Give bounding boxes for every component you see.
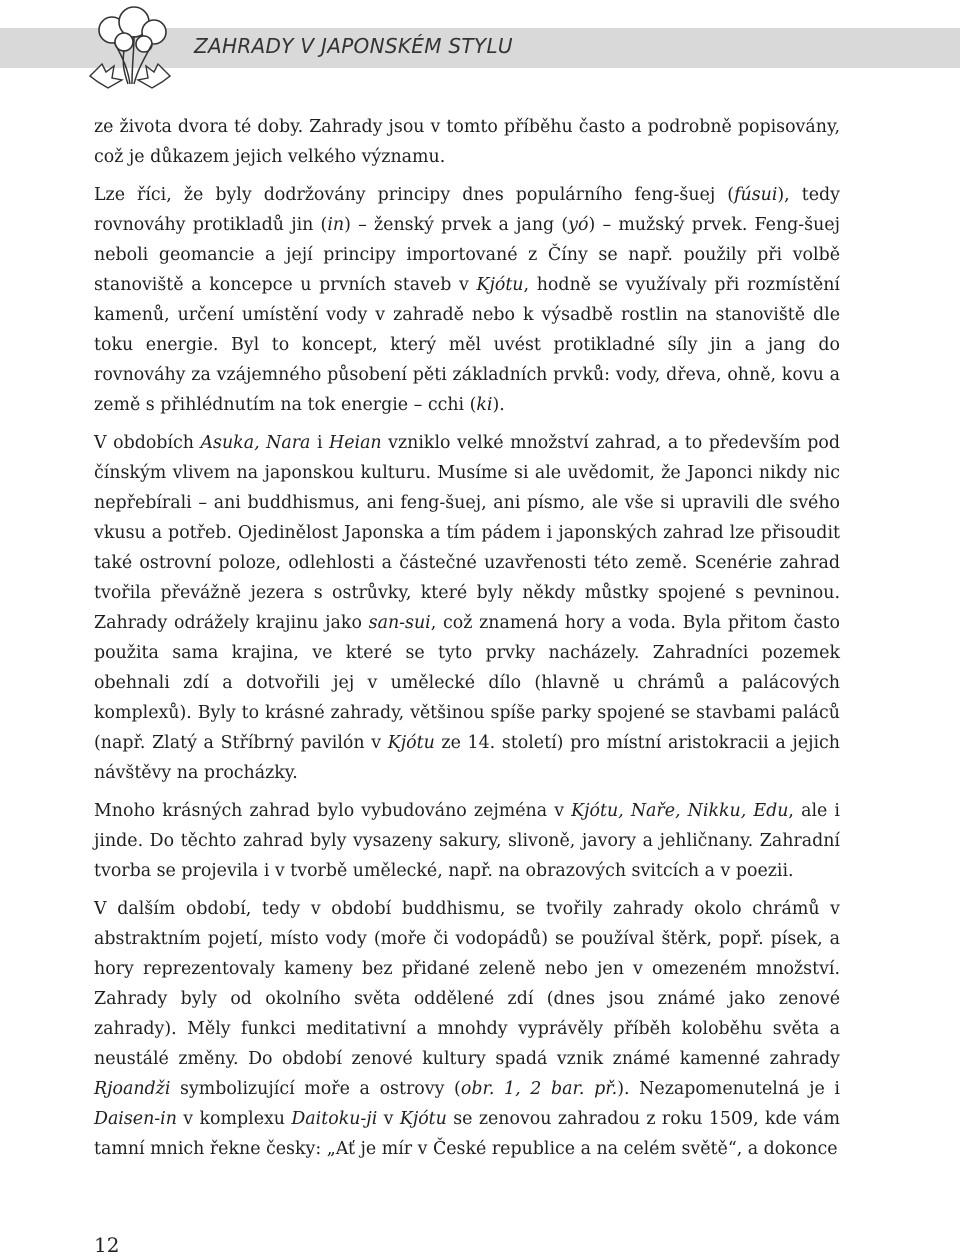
italic-term: Heian xyxy=(329,433,382,453)
paragraph xyxy=(94,894,840,1164)
text-run: v xyxy=(377,1109,400,1129)
text-run: se zenovou zahradou z roku 1509, kde vám tamní mnich řekne česky: „Ať je mír v České republice a na celém světě“, a dokonce xyxy=(94,1109,840,1159)
text-run: ze 14. století) pro místní aristokracii a jejich návštěvy na procházky. xyxy=(94,733,840,783)
text-run: , hodně se využívaly při rozmístění kamenů, určení umístění vody v zahradě nebo k výsadbě rostlin na stanoviště dle toku energie. Byl to koncept, který měl uvést protikladné síly jin a jang do rovnováhy za vzájemného působení pěti základních prvků: vody, dřeva, ohně, kovu a země s přihlédnutím na tok energie – cchi ( xyxy=(94,275,840,415)
text-run: ). xyxy=(492,395,505,415)
italic-term: Daitoku-ji xyxy=(291,1109,378,1129)
bonsai-tree-logo-icon xyxy=(84,4,176,90)
text-run: i xyxy=(310,433,330,453)
italic-term: ki xyxy=(476,395,493,415)
italic-term: Asuka, Nara xyxy=(200,433,311,453)
text-run: V dalším období, tedy v období buddhismu, se tvořily zahrady okolo chrámů v abstraktním pojetí, místo vody (moře či vodopádů) se používal štěrk, popř. písek, a hory reprezentovaly kameny bez přidané zeleně nebo jen v omezeném množství. Zahrady byly od okolního světa oddělené zdí (dnes jsou známé jako zenové zahrady). Měly funkci meditativní a mnohdy vyprávěly příběh koloběhu světa a neustálé změny. Do období zenové kultury spadá vznik známé kamenné zahrady xyxy=(94,899,840,1069)
text-run: ). Nezapomenutelná je i xyxy=(617,1079,840,1099)
italic-term: fúsui xyxy=(734,185,778,205)
text-run: ), tedy rovnováhy protikladů jin ( xyxy=(94,185,840,235)
paragraph xyxy=(94,796,840,886)
running-header-title: ZAHRADY V JAPONSKÉM STYLU xyxy=(194,34,513,58)
italic-term: yó xyxy=(568,215,589,235)
text-run: Mnoho krásných zahrad bylo vybudováno zejména v xyxy=(94,801,572,821)
page-number: 12 xyxy=(94,1233,120,1257)
paragraph xyxy=(94,112,840,172)
text-run: , což znamená hory a voda. Byla přitom často použita sama krajina, ve které se tyto prvky nacházely. Zahradníci pozemek obehnali zdí a dotvořili jej v umělecké dílo (hlavně u chrámů a palácových komplexů). Byly to krásné zahrady, většinou spíše parky spojené se stavbami paláců (např. Zlatý a Stříbrný pavilón v xyxy=(94,613,841,753)
italic-term: in xyxy=(327,215,345,235)
text-run: ze života dvora té doby. Zahrady jsou v tomto příběhu často a podrobně popisovány, což je důkazem jejich velkého významu. xyxy=(94,117,840,167)
text-run: V obdobích xyxy=(94,433,201,453)
text-run: v komplexu xyxy=(176,1109,292,1129)
text-run: ) – mužský prvek. Feng-šuej neboli geomancie a její principy importované z Číny se např. použily při volbě stanoviště a koncepce u prvních staveb v xyxy=(94,215,840,295)
italic-term: Kjótu xyxy=(387,733,435,753)
italic-term: Daisen-in xyxy=(94,1109,177,1129)
text-run: vzniklo velké množství zahrad, a to především pod čínským vlivem na japonskou kulturu. Musíme si ale uvědomit, že Japonci nikdy nic nepřebírali – ani buddhismus, ani feng-šuej, ani písmo, ale vše si upravili dle svého vkusu a potřeb. Ojedinělost Japonska a tím pádem i japonských zahrad lze přisoudit také ostrovní poloze, odlehlosti a částečné uzavřenosti této země. Scenérie zahrad tvořila převážně jezera s ostrůvky, které byly někdy můstky spojené s pevninou. Zahrady odrážely krajinu jako xyxy=(94,433,840,633)
italic-term: san-sui xyxy=(368,613,431,633)
text-run: symbolizující moře a ostrovy ( xyxy=(170,1079,461,1099)
body-text xyxy=(94,112,840,1172)
italic-term: Kjótu, Naře, Nikku, Edu xyxy=(571,801,789,821)
italic-term: obr. 1, 2 bar. př. xyxy=(460,1079,618,1099)
text-run: Lze říci, že byly dodržovány principy dnes populárního feng-šuej ( xyxy=(94,185,735,205)
italic-term: Rjoandži xyxy=(94,1079,171,1099)
paragraph xyxy=(94,180,840,420)
paragraph xyxy=(94,428,840,788)
italic-term: Kjótu xyxy=(399,1109,447,1129)
italic-term: Kjótu xyxy=(476,275,524,295)
text-run: , ale i jinde. Do těchto zahrad byly vysazeny sakury, slivoně, javory a jehličnany. Zahradní tvorba se projevila i v tvorbě umělecké, např. na obrazových svitcích a v poezii. xyxy=(94,801,840,881)
text-run: ) – ženský prvek a jang ( xyxy=(344,215,569,235)
